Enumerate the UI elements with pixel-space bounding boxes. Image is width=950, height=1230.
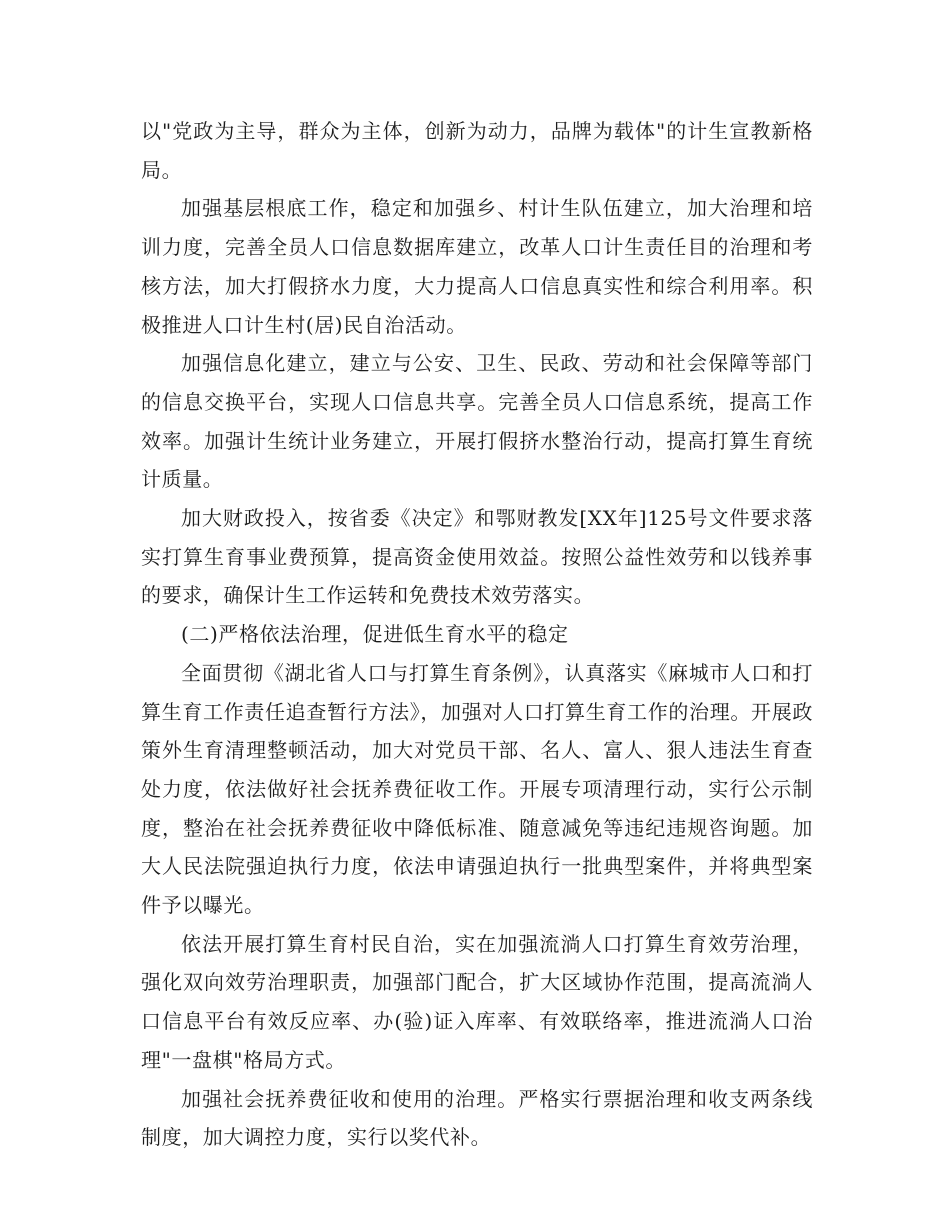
paragraph-7: 加强社会抚养费征收和使用的治理。严格实行票据治理和收支两条线制度，加大调控力度，实行以奖代补。 [141,1086,813,1150]
document-body [141,112,813,1157]
paragraph-5: 全面贯彻《湖北省人口与打算生育条例》，认真落实《麻城市人口和打算生育工作责任追查暂行方法》，加强对人口打算生育工作的治理。开展政策外生育清理整顿活动，加大对党员干部、名人、富人、狠人违法生育查处力度，依法做好社会抚养费征收工作。开展专项清理行动，实行公示制度，整治在社会抚养费征收中降低标准、随意减免等违纪违规咨询题。加大人民法院强迫执行力度，依法申请强迫执行一批典型案件，并将典型案件予以曝光。 [141,660,813,918]
paragraph-2: 加强基层根底工作，稳定和加强乡、村计生队伍建立，加大治理和培训力度，完善全员人口信息数据库建立，改革人口计生责任目的治理和考核方法，加大打假挤水力度，大力提高人口信息真实性和综合利用率。积极推进人口计生村(居)民自治活动。 [141,196,813,337]
paragraph-6: 依法开展打算生育村民自治，实在加强流淌人口打算生育效劳治理，强化双向效劳治理职责，加强部门配合，扩大区域协作范围，提高流淌人口信息平台有效反应率、办(验)证入库率、有效联络率，推进流淌人口治理"一盘棋"格局方式。 [141,931,813,1072]
section-heading: (二)严格依法治理，促进低生育水平的稳定 [181,622,569,647]
paragraph-4: 加大财政投入，按省委《决定》和鄂财教发[XX年]125号文件要求落实打算生育事业费预算，提高资金使用效益。按照公益性效劳和以钱养事的要求，确保计生工作运转和免费技术效劳落实。 [141,506,813,608]
paragraph-1: 以"党政为主导，群众为主体，创新为动力，品牌为载体"的计生宣教新格局。 [141,119,813,182]
paragraph-3: 加强信息化建立，建立与公安、卫生、民政、劳动和社会保障等部门的信息交换平台，实现人口信息共享。完善全员人口信息系统，提高工作效率。加强计生统计业务建立，开展打假挤水整治行动，提高打算生育统计质量。 [141,351,813,492]
